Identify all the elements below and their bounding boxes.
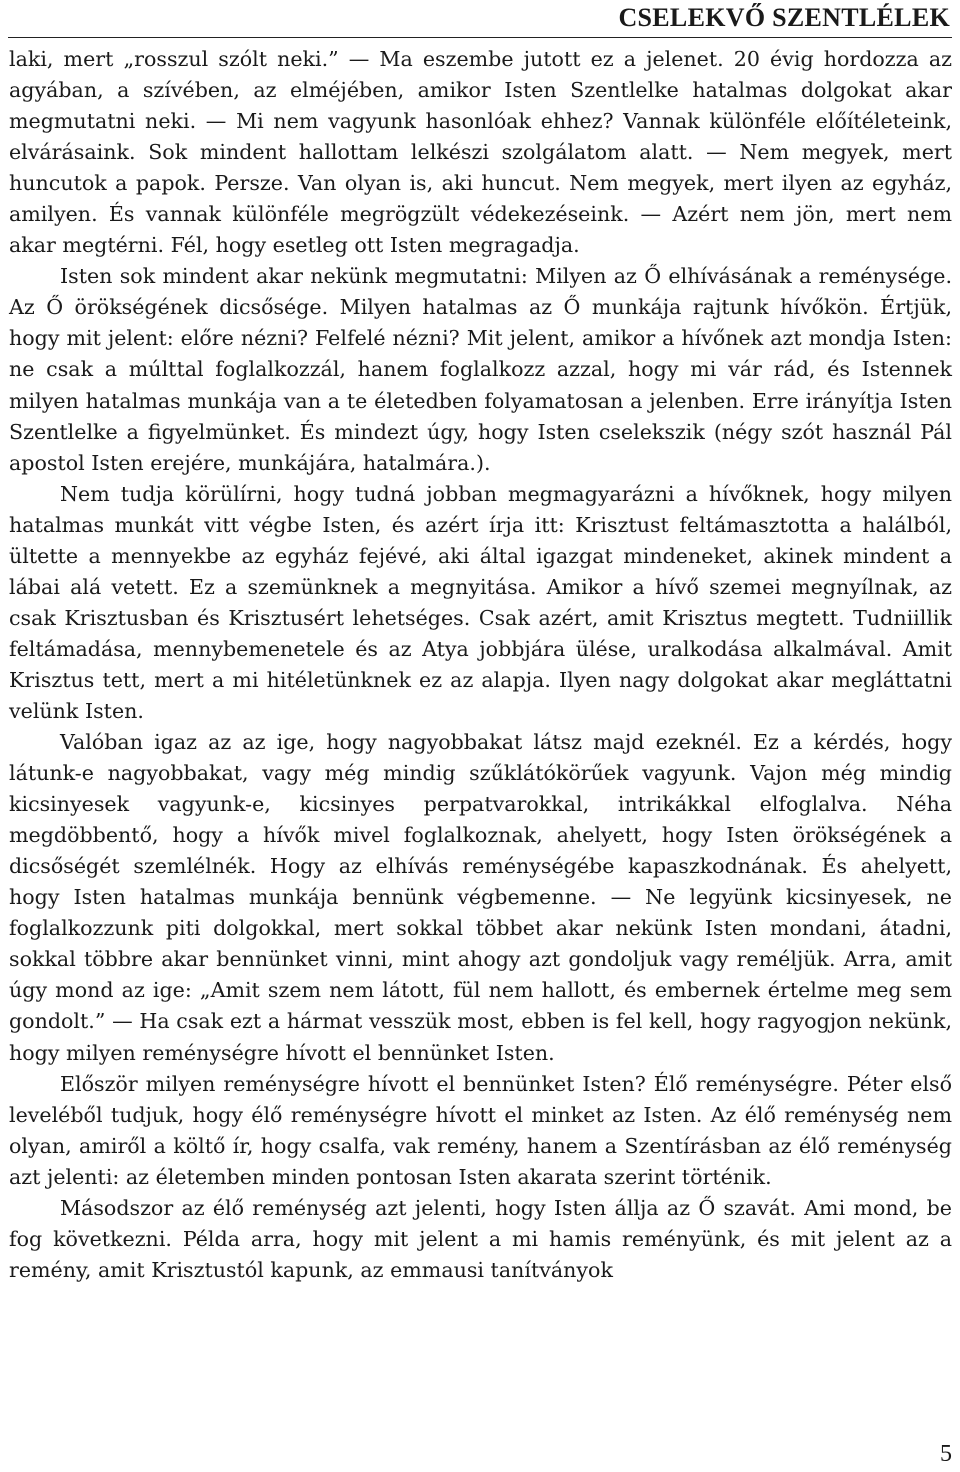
paragraph: Másodszor az élő reménység azt jelenti, hogy Isten állja az Ő szavát. Ami mond, be fog következni. Példa arra, hogy mit jelent a mi hamis reményünk, és mit jelent az a remény, amit Krisztustól kapunk, az emmausi tanítványok (9, 1195, 952, 1282)
header-title: CSELEKVŐ SZENTLÉLEK (618, 3, 950, 32)
body-text (9, 44, 952, 1286)
paragraph: laki, mert „rosszul szólt neki.” — Ma eszembe jutott ez a jelenet. 20 évig hordozza az agyában, a szívében, az elméjében, amikor Isten Szentlelke hatalmas dolgokat akar megmutatni neki. — Mi nem vagyunk hasonlóak ehhez? Vannak különféle előítéleteink, elvárásaink. Sok mindent hallottam lelkészi szolgálatom alatt. — Nem megyek, mert huncutok a papok. Persze. Van olyan is, aki huncut. Nem megyek, mert ilyen az egyház, amilyen. És vannak különféle megrögzült védekezéseink. — Azért nem jön, mert nem akar megtérni. Fél, hogy esetleg ott Isten megragadja. (9, 47, 952, 258)
page-number: 5 (940, 1441, 952, 1467)
paragraph: Nem tudja körülírni, hogy tudná jobban megmagyarázni a hívőknek, hogy milyen hatalmas munkát vitt végbe Isten, és azért írja itt: Krisztust feltámasztotta a halálból, ültette a mennyekbe az egyház fejévé, aki által igazgat mindeneket, akinek mindent a lábai alá vetett. Ez a szemünknek a megnyitása. Amikor a hívő szemei megnyílnak, az csak Krisztusban és Krisztusért lehetséges. Csak azért, amit Krisztus megtett. Tudniillik feltámadása, mennybemenetele és az Atya jobbjára ülése, uralkodása alkalmával. Amit Krisztus tett, mert a mi hitéletünknek ez az alapja. Ilyen nagy dolgokat akar megláttatni velünk Isten. (9, 481, 952, 723)
running-header (8, 1, 952, 38)
paragraph: Isten sok mindent akar nekünk megmutatni: Milyen az Ő elhívásának a reménysége. Az Ő örökségének dicsősége. Milyen hatalmas az Ő munkája rajtunk hívőkön. Értjük, hogy mit jelent: előre nézni? Felfelé nézni? Mit jelent, amikor a hívőnek azt mondja Isten: ne csak a múlttal foglalkozzál, hanem foglalkozz azzal, hogy mi vár rád, és Istennek milyen hatalmas munkája van a te életedben folyamatosan a jelenben. Erre irányítja Isten Szentlelke a figyelmünket. És mindezt úgy, hogy Isten cselekszik (négy szót használ Pál apostol Isten erejére, munkájára, hatalmára.). (9, 264, 952, 475)
paragraph: Valóban igaz az az ige, hogy nagyobbakat látsz majd ezeknél. Ez a kérdés, hogy látunk-e nagyobbakat, vagy még mindig szűklátókörűek vagyunk. Vajon még mindig kicsinyesek vagyunk-e, kicsinyes perpatvarokkal, intrikákkal elfoglalva. Néha megdöbbentő, hogy a hívők mivel foglalkoznak, ahelyett, hogy Isten örökségének a dicsőségét szemlélnék. Hogy az elhívás reménységébe kapaszkodnának. És ahelyett, hogy Isten hatalmas munkája bennünk végbemenne. — Ne legyünk kicsinyesek, ne foglalkozzunk piti dolgokkal, mert sokkal többet akar nekünk Isten mondani, átadni, sokkal többre akar bennünket vinni, mint ahogy azt gondoljuk vagy reméljük. Arra, amit úgy mond az ige: „Amit szem nem látott, fül nem hallott, és embernek értelme meg sem gondolt.” — Ha csak ezt a hármat vesszük most, ebben is fel kell, hogy ragyogjon nekünk, hogy milyen reménységre hívott el bennünket Isten. (9, 730, 952, 1065)
paragraph: Először milyen reménységre hívott el bennünket Isten? Élő reménységre. Péter első leveléből tudjuk, hogy élő reménységre hívott el minket az Isten. Az élő reménység nem olyan, amiről a költő ír, hogy csalfa, vak remény, hanem a Szentírásban az élő reménység azt jelenti: az életemben minden pontosan Isten akarata szerint történik. (9, 1071, 952, 1189)
